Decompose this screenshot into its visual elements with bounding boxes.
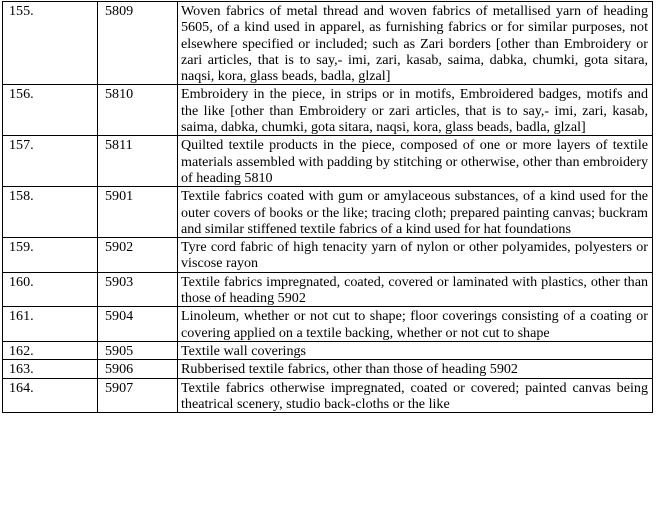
heading-code: 5906 — [98, 360, 178, 378]
heading-code: 5902 — [98, 238, 178, 273]
description: Textile fabrics otherwise impregnated, coated or covered; painted canvas being theatrical scenery, studio back-cloths or the like — [178, 378, 653, 413]
serial-number: 158. — [3, 187, 98, 238]
heading-code: 5809 — [98, 2, 178, 85]
description: Rubberised textile fabrics, other than those of heading 5902 — [178, 360, 653, 378]
serial-number: 160. — [3, 272, 98, 307]
table-row — [3, 136, 653, 187]
serial-number: 161. — [3, 307, 98, 342]
serial-number: 159. — [3, 238, 98, 273]
table-row — [3, 187, 653, 238]
description: Quilted textile products in the piece, composed of one or more layers of textile materials assembled with padding by stitching or otherwise, other than embroidery of heading 5810 — [178, 136, 653, 187]
serial-number: 157. — [3, 136, 98, 187]
table-row — [3, 341, 653, 359]
table-row — [3, 360, 653, 378]
serial-number: 156. — [3, 85, 98, 136]
serial-number: 155. — [3, 2, 98, 85]
heading-code: 5810 — [98, 85, 178, 136]
table-row — [3, 272, 653, 307]
description: Tyre cord fabric of high tenacity yarn of nylon or other polyamides, polyesters or viscose rayon — [178, 238, 653, 273]
table-row — [3, 85, 653, 136]
serial-number: 162. — [3, 341, 98, 359]
table-row — [3, 307, 653, 342]
description: Linoleum, whether or not cut to shape; floor coverings consisting of a coating or covering applied on a textile backing, whether or not cut to shape — [178, 307, 653, 342]
heading-code: 5811 — [98, 136, 178, 187]
heading-code: 5901 — [98, 187, 178, 238]
serial-number: 164. — [3, 378, 98, 413]
description: Embroidery in the piece, in strips or in motifs, Embroidered badges, motifs and the like [other than Embroidery or zari articles, that is to say,- imi, zari, kasab, saima, dabka, chumki, gota sitara, naqsi, kora, glass beads, badla, glzal] — [178, 85, 653, 136]
heading-code: 5905 — [98, 341, 178, 359]
serial-number: 163. — [3, 360, 98, 378]
description: Woven fabrics of metal thread and woven fabrics of metallised yarn of heading 5605, of a kind used in apparel, as furnishing fabrics or for similar purposes, not elsewhere specified or included; such as Zari borders [other than Embroidery or zari articles, that is to say,- imi, zari, kasab, saima, dabka, chumki, gota sitara, naqsi, kora, glass beads, badla, glzal] — [178, 2, 653, 85]
heading-code: 5903 — [98, 272, 178, 307]
tariff-table — [2, 1, 653, 413]
heading-code: 5907 — [98, 378, 178, 413]
table-row — [3, 378, 653, 413]
table-row — [3, 2, 653, 85]
description: Textile fabrics coated with gum or amylaceous substances, of a kind used for the outer covers of books or the like; tracing cloth; prepared painting canvas; buckram and similar stiffened textile fabrics of a kind used for hat foundations — [178, 187, 653, 238]
description: Textile fabrics impregnated, coated, covered or laminated with plastics, other than those of heading 5902 — [178, 272, 653, 307]
heading-code: 5904 — [98, 307, 178, 342]
description: Textile wall coverings — [178, 341, 653, 359]
table-row — [3, 238, 653, 273]
